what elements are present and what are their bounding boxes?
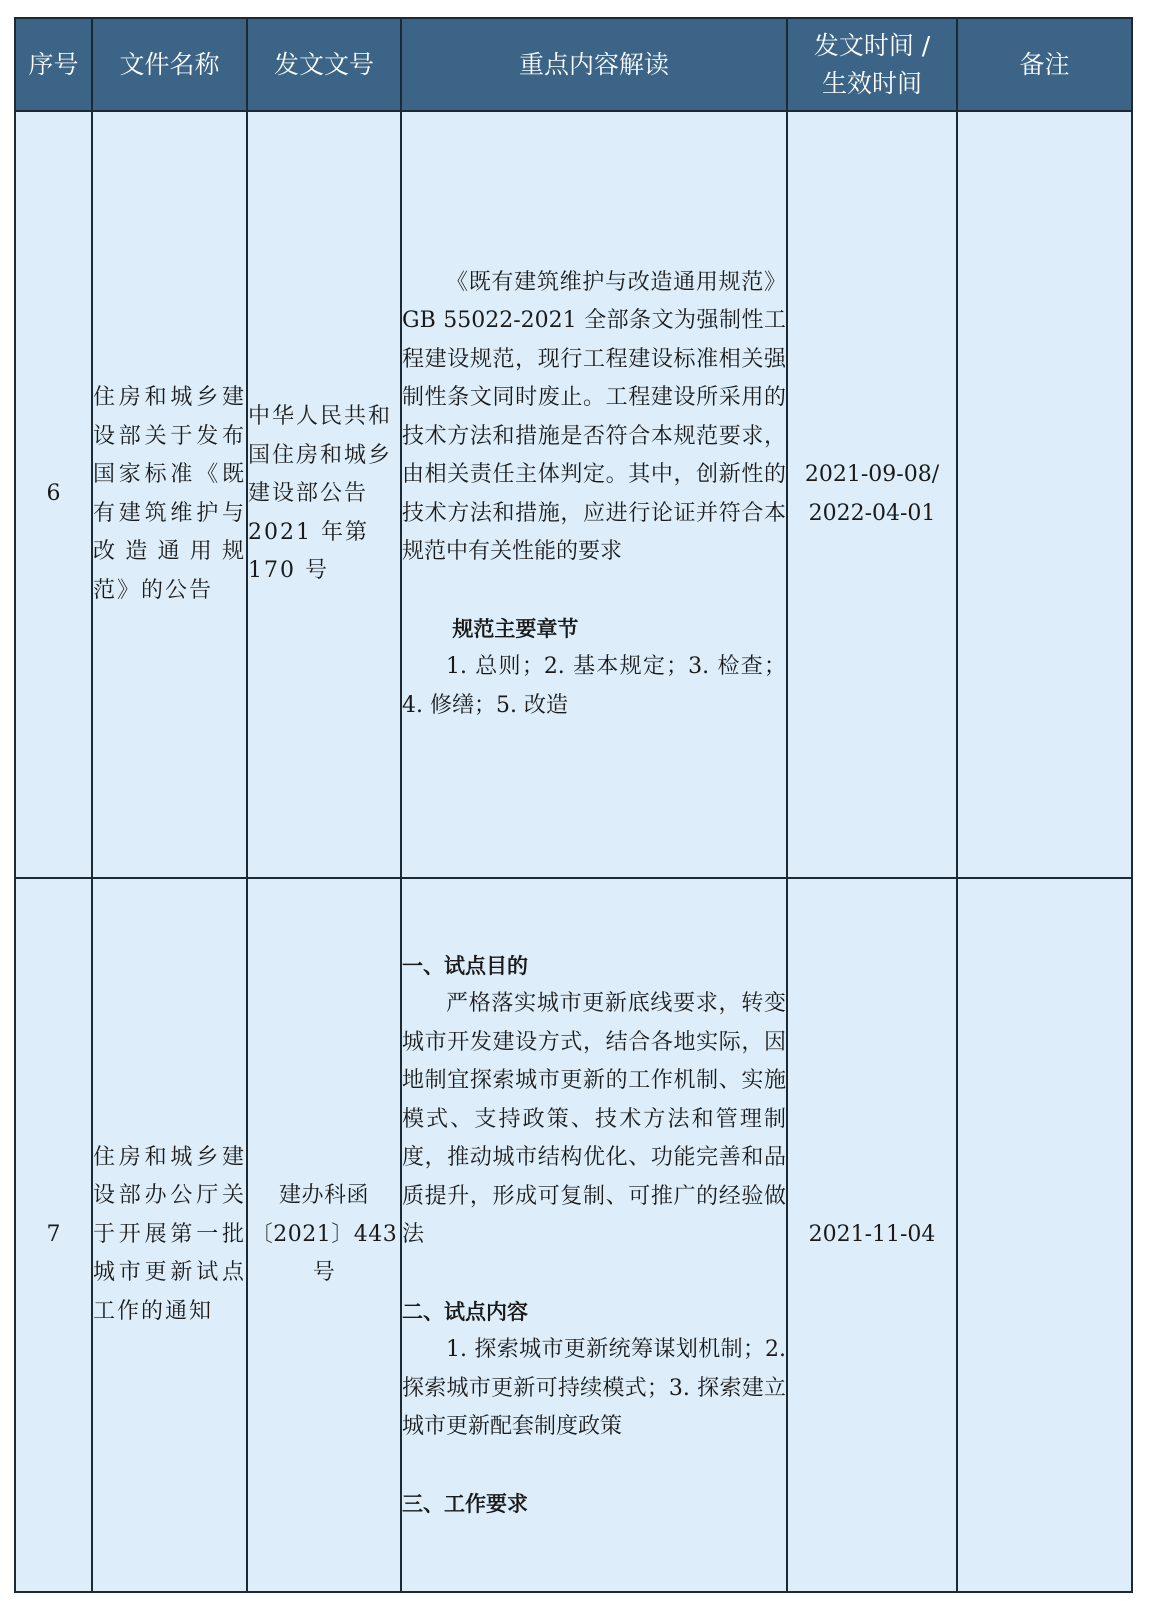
table-row	[15, 878, 1132, 1592]
header-date	[787, 18, 957, 111]
row-file-name: 住房和城乡建设部关于发布国家标准《既有建筑维护与改造通用规范》的公告	[92, 111, 247, 878]
row-remark	[957, 111, 1132, 878]
content-heading: 一、试点目的	[402, 953, 528, 978]
row-seq: 6	[15, 111, 92, 878]
content-heading: 规范主要章节	[452, 616, 579, 641]
header-doc-number: 发文文号	[247, 18, 401, 111]
header-date-line1: 发文时间 /	[813, 30, 931, 60]
row-date: 2021-09-08/ 2022-04-01	[787, 111, 957, 878]
content-paragraph: 《既有建筑维护与改造通用规范》GB 55022-2021 全部条文为强制性工程建设规范，现行工程建设标准相关强制性条文同时废止。工程建设所采用的技术方法和措施是否符合本规范要求，由相关责任主体判定。其中，创新性的技术方法和措施，应进行论证并符合本规范中有关性能的要求	[402, 269, 786, 565]
content-paragraph: 1. 探索城市更新统筹谋划机制；2. 探索城市更新可持续模式；3. 探索建立城市更新配套制度政策	[402, 1337, 786, 1440]
table-row	[15, 111, 1132, 878]
header-seq: 序号	[15, 18, 92, 111]
content-paragraph: 1. 总则；2. 基本规定；3. 检查；4. 修缮；5. 改造	[402, 654, 786, 718]
header-file-name: 文件名称	[92, 18, 247, 111]
row-date: 2021-11-04	[787, 878, 957, 1592]
row-seq: 7	[15, 878, 92, 1592]
row-doc-number: 建办科函〔2021〕443 号	[247, 878, 401, 1592]
policy-table	[14, 17, 1133, 1593]
header-remark: 备注	[957, 18, 1132, 111]
content-heading: 三、工作要求	[402, 1491, 528, 1516]
row-remark	[957, 878, 1132, 1592]
header-date-line2: 生效时间	[821, 68, 922, 98]
table-header	[15, 18, 1132, 111]
content-heading: 二、试点内容	[402, 1299, 528, 1324]
row-file-name: 住房和城乡建设部办公厅关于开展第一批城市更新试点工作的通知	[92, 878, 247, 1592]
row-key-content	[401, 878, 787, 1592]
content-paragraph: 严格落实城市更新底线要求，转变城市开发建设方式，结合各地实际，因地制宜探索城市更新的工作机制、实施模式、支持政策、技术方法和管理制度，推动城市结构优化、功能完善和品质提升，形成可复制、可推广的经验做法	[402, 991, 786, 1248]
row-key-content	[401, 111, 787, 878]
row-doc-number: 中华人民共和国住房和城乡建设部公告 2021 年第 170 号	[247, 111, 401, 878]
header-key-content: 重点内容解读	[401, 18, 787, 111]
